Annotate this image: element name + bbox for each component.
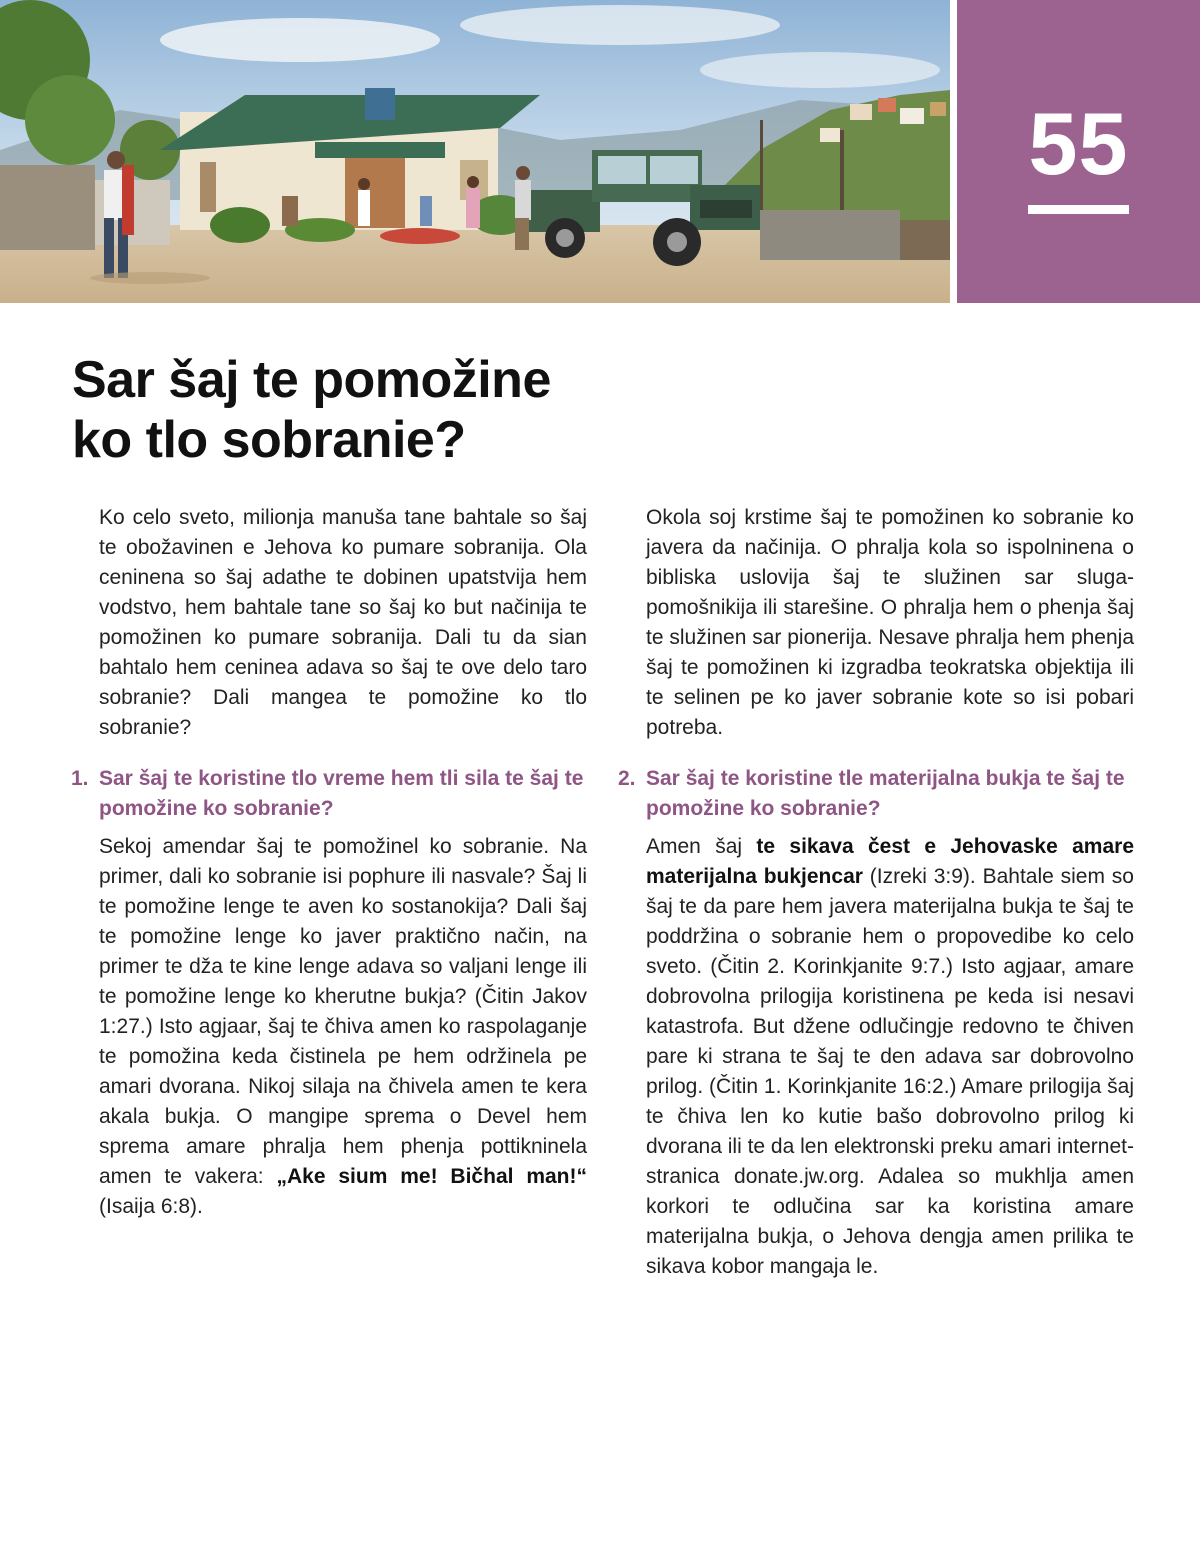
answer-2-lead: Amen šaj [646,835,757,858]
answer-1-text: Sekoj amendar šaj te pomožinel ko sobranie. Na primer, dali ko sobranie isi pophure ili nasvale? Šaj li te pomožine lenge te aven ko sostanokija? Dali šaj te pomožine lenge ko javer praktično način, na primer te dža te kine lenge adava so valjani lenge ili te pomožine lenge ko kherutne bukja? (Čitin Jakov 1:27.) Isto agjaar, šaj te čhiva amen ko raspolaganje te pomožina keda čistinela pe hem održinela pe amari dvorana. Nikoj silaja na čhivela amen te kera akala bukja. O mangipe sprema o Devel hem sprema amare phralja hem phenja pottikninela amen te vakera: [99,835,587,1188]
answer-1-paragraph [99,832,587,1222]
question-2 [618,764,1134,824]
question-1 [71,764,587,824]
intro-paragraph: Ko celo sveto, milionja manuša tane bahtale so šaj te obožavinen e Jehova ko pumare sobranija. Ola ceninena so šaj adathe te dobinen upatstvija hem vodstvo, hem bahtale tane so šaj ko but načinija te pomožinen ko pumare sobranija. Dali tu da sian bahtalo hem ceninea adava so šaj te ove delo taro sobranie? Dali mangea te pomožine ko tlo sobranie? [99,506,587,739]
question-2-number: 2. [618,767,636,790]
answer-2-emphasis: te sikava čest e Jehovaske amare materijalna bukjencar [646,835,1135,888]
page-title-line-1: Sar šaj te pomožine [72,351,551,409]
lesson-number: 55 [1028,94,1129,193]
header-photo [0,0,950,303]
question-2-text: Sar šaj te koristine tle materijalna bukja te šaj te pomožine ko sobranie? [646,767,1125,820]
answer-1-reference: (Isaija 6:8). [99,1195,203,1218]
answer-2-paragraph [646,832,1134,1282]
answer-1-emphasis: „Ake sium me! Bičhal man!“ [276,1165,587,1188]
right-intro-paragraph: Okola soj krstime šaj te pomožinen ko sobranie ko javera da načinija. O phralja kola so ispolninena o bibliska uslovija šaj te služinen sar sluga-pomošnikija ili starešine. O phralja hem o phenja šaj te služinen sar pionerija. Nesave phralja hem phenja šaj te pomožinen ki izgradba teokratska objektija ili te selinen pe ko javer sobranie kote so isi pobari potreba. [646,506,1134,739]
page-title [72,350,692,470]
lesson-number-panel [957,0,1200,303]
right-column [618,503,1135,1282]
page-title-line-2: ko tlo sobranie? [72,411,466,469]
left-column [71,503,587,1222]
lesson-number-underline [1028,205,1129,214]
question-1-number: 1. [71,767,89,790]
question-1-text: Sar šaj te koristine tlo vreme hem tli sila te šaj te pomožine ko sobranie? [99,767,584,820]
kingdom-hall-photo [0,0,950,303]
answer-2-text: (Izreki 3:9). Bahtale siem so šaj te da pare hem javera materijalna bukja te šaj te poddržina o sobranie hem o propovedibe ko celo sveto. (Čitin 2. Korinkjanite 9:7.) Isto agjaar, amare dobrovolna prilogija koristinena pe keda isi nesavi katastrofa. But džene odlučingje redovno te čhiven pare ki strana te šaj te den adava sar dobrovolno prilog. (Čitin 1. Korinkjanite 16:2.) Amare prilogija šaj te čhiva len ko kutie bašo dobrovolno prilog ki dvorana ili te da len elektronski preku amari internet-stranica donate.jw.org. Adalea so mukhlja amen korkori te odlučina sar ka koristina amare materijalna bukja, o Jehova dengja amen prilika te sikava kobor mangaja le. [646,865,1134,1278]
